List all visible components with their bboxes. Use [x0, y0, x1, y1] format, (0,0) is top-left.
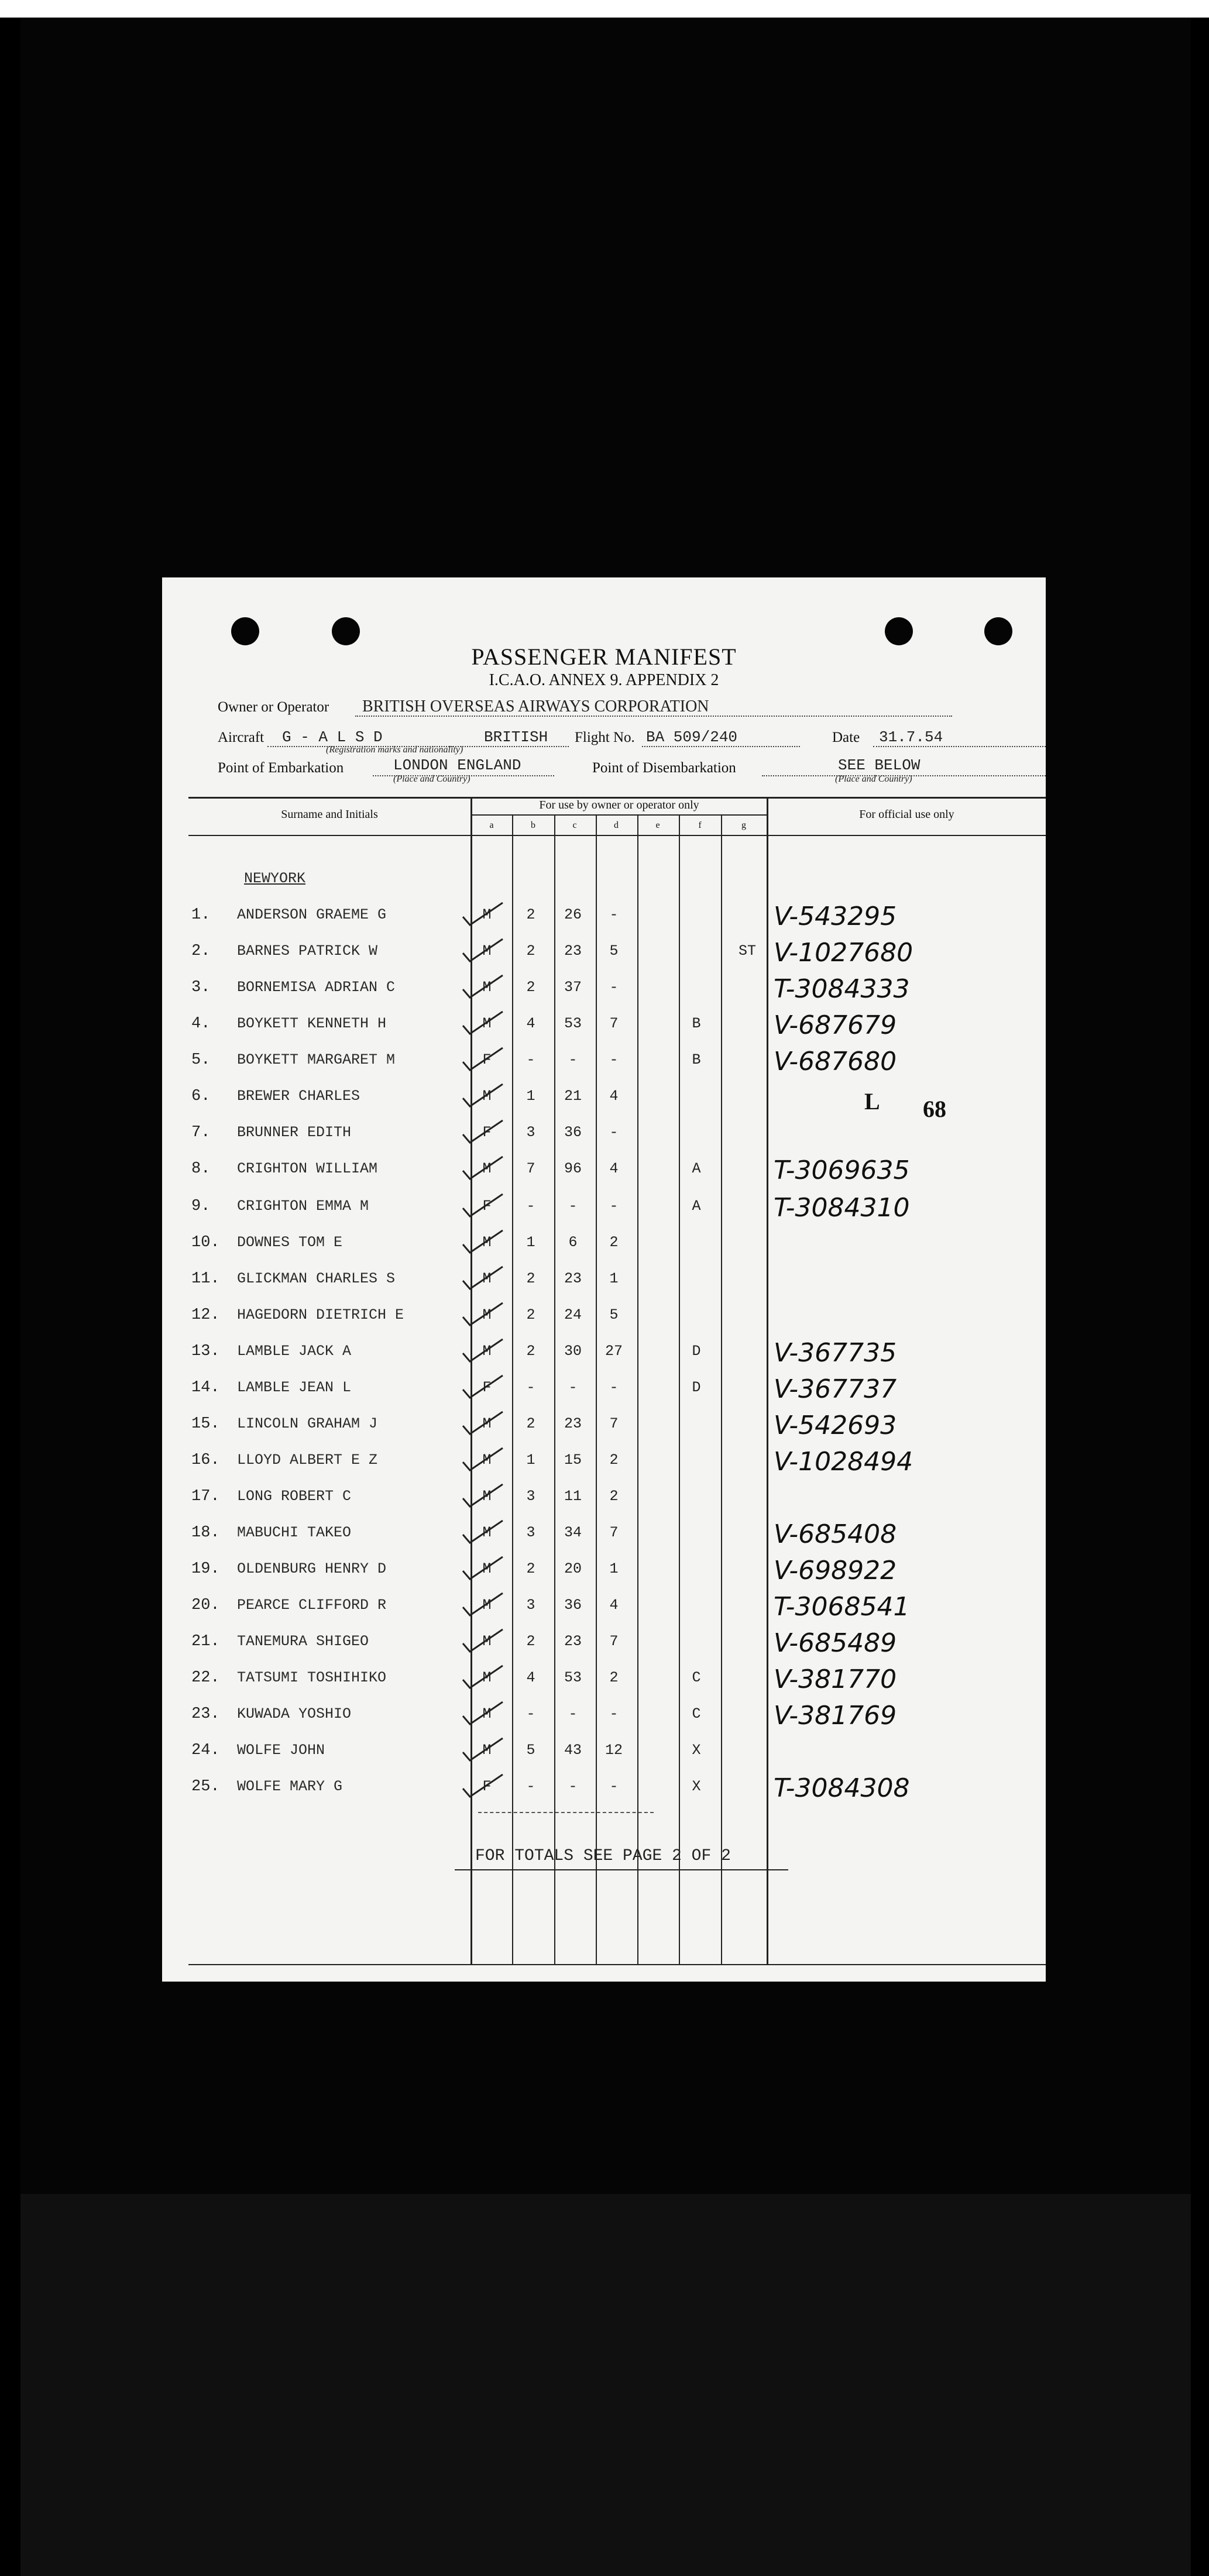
col-d-cell: 7 — [609, 1524, 619, 1541]
passenger-row — [162, 902, 1046, 936]
aircraft-label: Aircraft — [218, 730, 265, 745]
official-reference: V-542693 — [774, 1411, 897, 1440]
col-c-cell: 43 — [564, 1742, 582, 1759]
check-mark-icon — [461, 1117, 507, 1146]
passenger-row — [162, 1010, 1046, 1044]
passenger-row — [162, 1742, 1046, 1771]
official-use-header: For official use only — [859, 808, 954, 821]
sex-cell: M — [482, 1705, 492, 1722]
col-b-cell: 2 — [526, 906, 535, 923]
check-mark-icon — [461, 1372, 507, 1401]
col-c-cell: 34 — [564, 1524, 582, 1541]
passenger-name: LINCOLN GRAHAM J — [237, 1415, 378, 1432]
col-f-cell: C — [692, 1705, 701, 1722]
col-b-cell: 2 — [526, 943, 535, 959]
col-f-cell: D — [692, 1379, 701, 1396]
passenger-name: BREWER CHARLES — [237, 1088, 360, 1105]
col-c-cell: - — [568, 1379, 578, 1396]
passenger-number: 8. — [191, 1160, 211, 1178]
passenger-name: BOYKETT MARGARET M — [237, 1051, 396, 1068]
sex-cell: M — [482, 1452, 492, 1468]
col-b-cell: - — [526, 1051, 535, 1068]
col-d-cell: - — [609, 1705, 619, 1722]
passenger-number: 20. — [191, 1597, 220, 1614]
sex-cell: M — [482, 943, 492, 959]
official-reference: V-685408 — [774, 1519, 897, 1549]
disembarkation-value: SEE BELOW — [838, 756, 921, 774]
passenger-number: 6. — [191, 1088, 211, 1105]
punch-hole-1 — [231, 617, 259, 645]
passenger-name: CRIGHTON EMMA M — [237, 1198, 369, 1215]
passenger-number: 1. — [191, 906, 211, 924]
sex-cell: M — [482, 979, 492, 996]
passenger-name: OLDENBURG HENRY D — [237, 1560, 387, 1577]
passenger-name: DOWNES TOM E — [237, 1234, 343, 1251]
sex-cell: M — [482, 1597, 492, 1614]
aircraft-value: G - A L S D — [282, 728, 383, 746]
date-label: Date — [832, 730, 860, 745]
margin-number: 68 — [923, 1096, 946, 1122]
check-mark-icon — [461, 1263, 507, 1292]
col-d-cell: - — [609, 1051, 619, 1068]
passenger-row — [162, 1592, 1046, 1626]
col-d-cell: 27 — [604, 1343, 623, 1360]
col-d-cell: - — [609, 1778, 619, 1795]
passenger-row — [162, 1556, 1046, 1590]
col-c-cell: 23 — [564, 1415, 582, 1432]
passenger-number: 22. — [191, 1669, 220, 1687]
passenger-number: 5. — [191, 1051, 211, 1069]
passenger-number: 14. — [191, 1379, 220, 1397]
col-b-cell: - — [526, 1198, 535, 1215]
embarkation-label: Point of Embarkation — [218, 760, 344, 776]
col-b-cell: 3 — [526, 1524, 535, 1541]
flight-value: BA 509/240 — [646, 728, 738, 746]
official-reference: T-3069635 — [774, 1155, 910, 1185]
manifest-page — [162, 577, 1046, 1982]
passenger-row — [162, 1447, 1046, 1481]
col-b-cell: 3 — [526, 1597, 535, 1614]
col-d-cell: 1 — [609, 1560, 619, 1577]
col-g-cell: ST — [738, 943, 756, 959]
passenger-name: BRUNNER EDITH — [237, 1124, 352, 1141]
sex-cell: M — [482, 1669, 492, 1686]
passenger-number: 2. — [191, 943, 211, 960]
sex-cell: M — [482, 1160, 492, 1177]
check-mark-icon — [461, 1191, 507, 1220]
check-mark-icon — [461, 1081, 507, 1110]
col-c-cell: 21 — [564, 1088, 582, 1105]
check-mark-icon — [461, 1336, 507, 1365]
col-c-cell: 36 — [564, 1124, 582, 1141]
passenger-name: LLOYD ALBERT E Z — [237, 1452, 378, 1468]
section-label: NEWYORK — [244, 870, 306, 887]
disembarkation-label: Point of Disembarkation — [592, 760, 736, 776]
check-mark-icon — [461, 1590, 507, 1619]
passenger-row — [162, 1155, 1046, 1189]
owner-use-header: For use by owner or operator only — [539, 799, 699, 811]
margin-letter: L — [864, 1088, 880, 1115]
col-letter-g: g — [741, 820, 746, 830]
check-mark-icon — [461, 1299, 507, 1329]
col-d-cell: 7 — [609, 1415, 619, 1432]
passenger-number: 4. — [191, 1015, 211, 1033]
manifest-title: PASSENGER MANIFEST — [471, 644, 737, 670]
check-mark-icon — [461, 936, 507, 965]
passenger-name: LAMBLE JEAN L — [237, 1379, 352, 1396]
passenger-name: GLICKMAN CHARLES S — [237, 1270, 396, 1287]
passenger-name: BORNEMISA ADRIAN C — [237, 979, 396, 996]
passenger-row — [162, 1124, 1046, 1153]
col-c-cell: 6 — [568, 1234, 578, 1251]
col-b-cell: 4 — [526, 1015, 535, 1032]
passenger-number: 17. — [191, 1488, 220, 1505]
passenger-number: 12. — [191, 1306, 220, 1324]
sex-cell: M — [482, 1270, 492, 1287]
passenger-number: 11. — [191, 1270, 220, 1288]
col-c-cell: - — [568, 1705, 578, 1722]
check-mark-icon — [461, 1445, 507, 1474]
official-reference: T-3084333 — [774, 974, 910, 1004]
col-c-cell: - — [568, 1051, 578, 1068]
official-reference: V-1027680 — [774, 938, 913, 968]
official-reference: V-367735 — [774, 1338, 897, 1368]
passenger-number: 3. — [191, 979, 211, 996]
punch-hole-3 — [885, 617, 913, 645]
punch-hole-4 — [984, 617, 1012, 645]
col-c-cell: 26 — [564, 906, 582, 923]
embarkation-dotline — [373, 775, 554, 776]
col-c-cell: 11 — [564, 1488, 582, 1505]
check-mark-icon — [461, 1153, 507, 1182]
col-letter-e: e — [655, 820, 660, 830]
film-frame-lower — [20, 2194, 1191, 2576]
passenger-number: 7. — [191, 1124, 211, 1141]
col-d-cell: 4 — [609, 1160, 619, 1177]
col-letter-a: a — [489, 820, 494, 830]
col-c-cell: 23 — [564, 1270, 582, 1287]
sex-cell: M — [482, 1524, 492, 1541]
sex-cell: F — [482, 1124, 492, 1141]
owner-label: Owner or Operator — [218, 699, 329, 715]
passenger-row — [162, 1664, 1046, 1698]
surname-header: Surname and Initials — [281, 808, 378, 821]
sex-cell: M — [482, 1633, 492, 1650]
passenger-row — [162, 1270, 1046, 1299]
sex-cell: M — [482, 1088, 492, 1105]
passenger-name: KUWADA YOSHIO — [237, 1705, 352, 1722]
col-b-cell: 2 — [526, 1343, 535, 1360]
col-letter-c: c — [572, 820, 577, 830]
official-reference: T-3084310 — [774, 1193, 910, 1223]
check-mark-icon — [461, 1735, 507, 1764]
official-reference: V-543295 — [774, 902, 897, 931]
official-reference: V-367737 — [774, 1374, 897, 1404]
official-reference: V-687680 — [774, 1047, 897, 1077]
owner-use-rule — [470, 814, 768, 816]
passenger-name: WOLFE JOHN — [237, 1742, 325, 1759]
passenger-row — [162, 1411, 1046, 1445]
passenger-row — [162, 1338, 1046, 1372]
col-c-cell: - — [568, 1198, 578, 1215]
col-b-cell: - — [526, 1379, 535, 1396]
col-c-cell: - — [568, 1778, 578, 1795]
sex-cell: M — [482, 1234, 492, 1251]
col-b-cell: 1 — [526, 1452, 535, 1468]
col-b-cell: 2 — [526, 979, 535, 996]
passenger-name: TATSUMI TOSHIHIKO — [237, 1669, 387, 1686]
check-mark-icon — [461, 972, 507, 1001]
col-letter-f: f — [698, 820, 702, 830]
col-c-cell: 20 — [564, 1560, 582, 1577]
sex-cell: F — [482, 1198, 492, 1215]
col-d-cell: - — [609, 906, 619, 923]
embarkation-value: LONDON ENGLAND — [393, 756, 521, 774]
passenger-row — [162, 1306, 1046, 1336]
aircraft-dotline — [267, 746, 569, 747]
aircraft-note: (Registration marks and nationality) — [326, 745, 463, 755]
check-mark-icon — [461, 1698, 507, 1728]
col-d-cell: 2 — [609, 1488, 619, 1505]
passenger-row — [162, 1088, 1046, 1117]
check-mark-icon — [461, 1408, 507, 1437]
passenger-name: TANEMURA SHIGEO — [237, 1633, 369, 1650]
passenger-number: 10. — [191, 1234, 220, 1251]
check-mark-icon — [461, 1008, 507, 1037]
col-b-cell: 4 — [526, 1669, 535, 1686]
passenger-row — [162, 1488, 1046, 1517]
col-d-cell: 2 — [609, 1669, 619, 1686]
owner-value: BRITISH OVERSEAS AIRWAYS CORPORATION — [362, 697, 709, 716]
punch-hole-2 — [332, 617, 360, 645]
col-f-cell: X — [692, 1778, 701, 1795]
check-mark-icon — [461, 1662, 507, 1691]
film-frame-top — [0, 0, 1209, 18]
col-d-cell: 5 — [609, 1306, 619, 1323]
passenger-number: 21. — [191, 1633, 220, 1650]
passenger-name: PEARCE CLIFFORD R — [237, 1597, 387, 1614]
sex-cell: M — [482, 1306, 492, 1323]
passenger-row — [162, 1773, 1046, 1807]
passenger-name: CRIGHTON WILLIAM — [237, 1160, 378, 1177]
check-mark-icon — [461, 899, 507, 928]
col-f-cell: A — [692, 1198, 701, 1215]
col-d-cell: 2 — [609, 1452, 619, 1468]
official-reference: V-685489 — [774, 1628, 897, 1658]
col-c-cell: 37 — [564, 979, 582, 996]
sex-cell: M — [482, 1488, 492, 1505]
col-f-cell: B — [692, 1051, 701, 1068]
manifest-subtitle: I.C.A.O. ANNEX 9. APPENDIX 2 — [489, 671, 719, 689]
sex-cell: M — [482, 906, 492, 923]
passenger-row — [162, 1701, 1046, 1735]
header-bottom-rule — [188, 835, 1046, 836]
sex-cell: F — [482, 1778, 492, 1795]
col-d-cell: 4 — [609, 1597, 619, 1614]
flight-label: Flight No. — [575, 730, 635, 745]
check-mark-icon — [461, 1626, 507, 1655]
col-b-cell: 3 — [526, 1488, 535, 1505]
col-d-cell: - — [609, 979, 619, 996]
passenger-row — [162, 1234, 1046, 1263]
official-reference: T-3068541 — [774, 1592, 910, 1622]
flight-dotline — [642, 746, 800, 747]
col-d-cell: 4 — [609, 1088, 619, 1105]
passenger-number: 16. — [191, 1452, 220, 1469]
col-f-cell: B — [692, 1015, 701, 1032]
sex-cell: M — [482, 1560, 492, 1577]
page-bottom-rule — [188, 1964, 1046, 1965]
col-c-cell: 30 — [564, 1343, 582, 1360]
col-d-cell: 7 — [609, 1015, 619, 1032]
passenger-name: BARNES PATRICK W — [237, 943, 378, 959]
col-c-cell: 36 — [564, 1597, 582, 1614]
col-d-cell: - — [609, 1124, 619, 1141]
end-of-list-rule — [478, 1806, 654, 1813]
aircraft-nationality: BRITISH — [484, 728, 548, 746]
col-c-cell: 96 — [564, 1160, 582, 1177]
col-d-cell: 5 — [609, 943, 619, 959]
passenger-row — [162, 938, 1046, 972]
official-reference: V-381770 — [774, 1664, 897, 1694]
col-d-cell: - — [609, 1379, 619, 1396]
col-c-cell: 53 — [564, 1015, 582, 1032]
owner-dotline — [355, 716, 952, 717]
passenger-number: 18. — [191, 1524, 220, 1542]
col-f-cell: C — [692, 1669, 701, 1686]
sex-cell: M — [482, 1415, 492, 1432]
col-letter-b: b — [531, 820, 535, 830]
col-b-cell: 7 — [526, 1160, 535, 1177]
totals-rule — [455, 1869, 788, 1870]
sex-cell: F — [482, 1051, 492, 1068]
official-reference: V-687679 — [774, 1010, 897, 1040]
passenger-name: BOYKETT KENNETH H — [237, 1015, 387, 1032]
col-b-cell: 2 — [526, 1415, 535, 1432]
col-d-cell: - — [609, 1198, 619, 1215]
passenger-number: 9. — [191, 1198, 211, 1215]
sex-cell: M — [482, 1742, 492, 1759]
passenger-name: WOLFE MARY G — [237, 1778, 343, 1795]
check-mark-icon — [461, 1553, 507, 1583]
col-b-cell: 1 — [526, 1088, 535, 1105]
check-mark-icon — [461, 1481, 507, 1510]
disembarkation-dotline — [762, 775, 1046, 776]
col-d-cell: 7 — [609, 1633, 619, 1650]
passenger-number: 13. — [191, 1343, 220, 1360]
check-mark-icon — [461, 1771, 507, 1800]
passenger-number: 15. — [191, 1415, 220, 1433]
col-c-cell: 15 — [564, 1452, 582, 1468]
passenger-row — [162, 1519, 1046, 1553]
col-d-cell: 1 — [609, 1270, 619, 1287]
col-c-cell: 53 — [564, 1669, 582, 1686]
col-b-cell: 1 — [526, 1234, 535, 1251]
col-f-cell: X — [692, 1742, 701, 1759]
col-b-cell: 5 — [526, 1742, 535, 1759]
sex-cell: M — [482, 1015, 492, 1032]
passenger-name: MABUCHI TAKEO — [237, 1524, 352, 1541]
embarkation-note: (Place and Country) — [393, 774, 470, 784]
passenger-number: 23. — [191, 1705, 220, 1723]
passenger-row — [162, 1047, 1046, 1081]
passenger-name: LONG ROBERT C — [237, 1488, 352, 1505]
passenger-row — [162, 1193, 1046, 1227]
check-mark-icon — [461, 1044, 507, 1074]
passenger-name: LAMBLE JACK A — [237, 1343, 352, 1360]
totals-note: FOR TOTALS SEE PAGE 2 OF 2 — [475, 1847, 731, 1865]
official-reference: V-381769 — [774, 1701, 897, 1731]
col-b-cell: 2 — [526, 1633, 535, 1650]
check-mark-icon — [461, 1517, 507, 1546]
col-b-cell: - — [526, 1778, 535, 1795]
passenger-number: 25. — [191, 1778, 220, 1796]
official-reference: V-698922 — [774, 1556, 897, 1586]
col-c-cell: 24 — [564, 1306, 582, 1323]
col-b-cell: 3 — [526, 1124, 535, 1141]
col-c-cell: 23 — [564, 943, 582, 959]
col-letter-d: d — [614, 820, 619, 830]
sex-cell: F — [482, 1379, 492, 1396]
sex-cell: M — [482, 1343, 492, 1360]
passenger-row — [162, 1628, 1046, 1662]
col-f-cell: A — [692, 1160, 701, 1177]
official-reference: T-3084308 — [774, 1773, 910, 1803]
passenger-name: ANDERSON GRAEME G — [237, 906, 387, 923]
col-f-cell: D — [692, 1343, 701, 1360]
passenger-name: HAGEDORN DIETRICH E — [237, 1306, 404, 1323]
date-value: 31.7.54 — [879, 728, 943, 746]
col-c-cell: 23 — [564, 1633, 582, 1650]
col-b-cell: 2 — [526, 1306, 535, 1323]
col-b-cell: - — [526, 1705, 535, 1722]
passenger-number: 24. — [191, 1742, 220, 1759]
passenger-number: 19. — [191, 1560, 220, 1578]
passenger-row — [162, 1374, 1046, 1408]
check-mark-icon — [461, 1227, 507, 1256]
col-b-cell: 2 — [526, 1560, 535, 1577]
col-d-cell: 12 — [604, 1742, 623, 1759]
date-dotline — [873, 746, 1046, 747]
col-b-cell: 2 — [526, 1270, 535, 1287]
passenger-row — [162, 974, 1046, 1008]
disembarkation-note: (Place and Country) — [835, 774, 912, 784]
col-d-cell: 2 — [609, 1234, 619, 1251]
official-reference: V-1028494 — [774, 1447, 913, 1477]
